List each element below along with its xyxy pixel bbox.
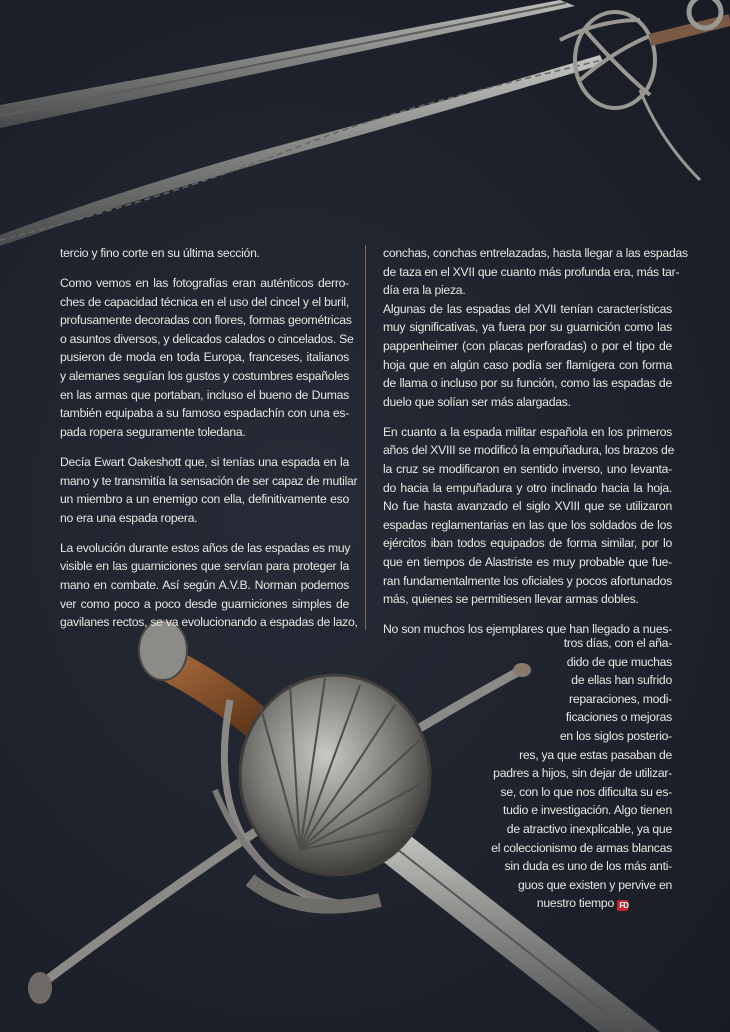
- text-line: pada ropera seguramente toledana.: [60, 424, 246, 439]
- text-line: padres a hijos, sin dejar de utilizar-: [493, 766, 672, 781]
- text-line: muy significativas, ya fuera por su guarnición como las: [383, 320, 672, 335]
- text-line: o asuntos diversos, y delicados calados o cincelados. Se: [60, 331, 354, 346]
- paragraph: [60, 244, 349, 263]
- text-line: do hacia la empuñadura y otro inclinado hacia la hoja.: [383, 480, 672, 495]
- paragraph: [60, 274, 354, 441]
- text-line: visible en las guarniciones que servían para proteger la: [60, 559, 349, 574]
- text-line: espadas reglamentarias en las que los soldados de los: [383, 517, 672, 532]
- text-line: reparaciones, modi-: [569, 691, 672, 706]
- text-line: día era la pieza.: [383, 283, 466, 298]
- text-line: nuestro tiempo: [536, 896, 614, 911]
- text-line: sin duda es uno de los más anti-: [504, 859, 672, 874]
- text-line: guos que existen y pervive en: [518, 877, 672, 892]
- text-line: se, con lo que nos dificulta su es-: [500, 784, 672, 799]
- top-sword-wavy-blade: [0, 55, 604, 246]
- text-line-final: [470, 894, 672, 913]
- text-line: tudio e investigación. Algo tienen: [502, 803, 672, 818]
- end-of-article-logo-icon: FD: [617, 900, 628, 911]
- text-line: de ellas han sufrido: [571, 673, 672, 688]
- text-line: ches de capacidad técnica en el uso del cincel y el buril,: [60, 294, 349, 309]
- text-line: también equipaba a su famoso espadachín con una es-: [60, 406, 349, 421]
- text-line: que en tiempos de Alastriste es muy probable que fue-: [383, 555, 672, 569]
- top-sword-blade: [0, 0, 575, 128]
- text-line: de llama o incluso por su función, como las espadas de: [383, 376, 672, 391]
- text-line: tros días, con el aña-: [563, 636, 672, 650]
- shaped-text-block: [470, 634, 672, 913]
- paragraph: [383, 244, 688, 300]
- text-line: un miembro a un enemigo con ella, definitivamente eso: [60, 492, 349, 507]
- top-sword-hilt: [560, 0, 730, 180]
- text-line: la cruz se modificaron en sentido inverso, uno levanta-: [383, 462, 672, 477]
- text-line: no era una espada ropera.: [60, 510, 198, 525]
- text-line: duelo que solían ser más alargadas.: [383, 394, 571, 409]
- text-line: ejércitos iban todos equipados de forma similar, por lo: [383, 536, 672, 551]
- text-line: años del XVIII se modificó la empuñadura, los brazos de: [383, 443, 675, 458]
- paragraph: [383, 300, 672, 412]
- text-line: hoja que en algún caso podía ser flamígera con forma: [383, 357, 672, 372]
- text-line: de atractivo inexplicable, ya que: [506, 821, 672, 836]
- text-line: tercio y fino corte en su última sección.: [60, 246, 260, 260]
- text-line: de taza en el XVII que cuanto más profunda era, más tar-: [383, 264, 680, 279]
- text-line: ficaciones o mejoras: [565, 710, 672, 725]
- paragraph: [60, 539, 358, 632]
- text-line: Algunas de las espadas del XVII tenían características: [383, 301, 672, 316]
- text-line: res, ya que estas pasaban de: [519, 747, 672, 762]
- text-line: gavilanes rectos, se va evolucionando a espadas de lazo,: [60, 615, 358, 630]
- text-line: y alemanes seguían los gustos y costumbres españoles: [60, 369, 350, 384]
- right-text-column: [383, 244, 688, 650]
- text-line: mano en combate. Así según A.V.B. Norman podemos: [60, 578, 349, 592]
- text-line: mano y te transmitía la sensación de ser capaz de mutilar: [60, 473, 358, 488]
- text-line: Decía Ewart Oakeshott que, si tenías una espada en la: [60, 454, 349, 469]
- text-line: ver como poco a poco desde guarniciones simples de: [60, 596, 349, 611]
- column-divider: [365, 245, 366, 630]
- text-line: pusieron de moda en toda Europa, franceses, italianos: [60, 350, 349, 365]
- text-line: No fue hasta avanzado el siglo XVIII que se utilizaron: [383, 499, 672, 514]
- text-line: ran fundamentalmente los oficiales y pocos afortunados: [383, 573, 672, 588]
- text-line: en los siglos posterio-: [559, 728, 672, 743]
- text-line: La evolución durante estos años de las espadas es muy: [60, 540, 351, 555]
- left-text-column: [60, 244, 358, 643]
- text-line: más, quienes se permitiesen llevar armas dobles.: [383, 592, 639, 607]
- paragraph: [60, 453, 358, 527]
- text-line: No son muchos los ejemplares que han llegado a nues-: [383, 622, 672, 637]
- text-line: el coleccionismo de armas blancas: [491, 840, 672, 855]
- text-line: dido de que muchas: [566, 654, 672, 669]
- text-line: conchas, conchas entrelazadas, hasta llegar a las espadas: [383, 246, 688, 260]
- text-line: En cuanto a la espada militar española en los primeros: [383, 424, 672, 439]
- text-line: en las armas que portaban, incluso el bueno de Dumas: [60, 387, 349, 402]
- text-line: Como vemos en las fotografías eran auténticos derro-: [60, 276, 349, 291]
- text-line: profusamente decoradas con flores, formas geométricas: [60, 313, 352, 328]
- text-line: pappenheimer (con placas perforadas) o por el tipo de: [383, 338, 672, 353]
- paragraph: [383, 423, 675, 609]
